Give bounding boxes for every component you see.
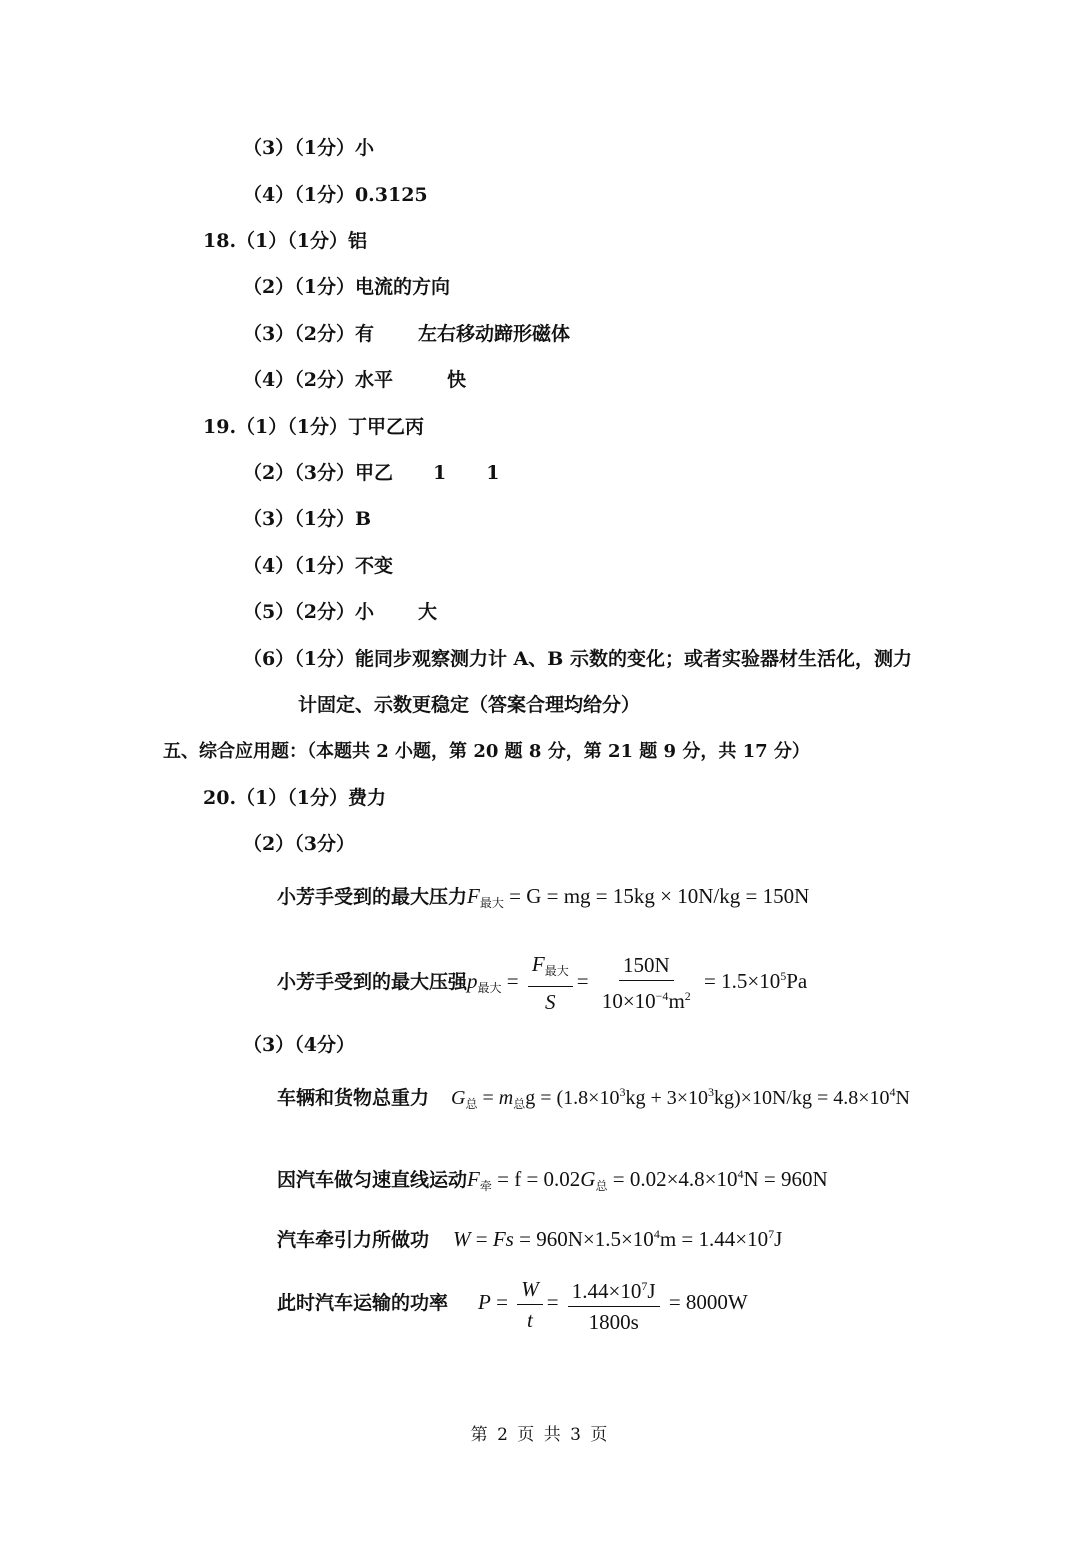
max-force-formula: 小芳手受到的最大压力$F_{最大} = G$ = mg = 15kg × 10N/kg = 150N [277, 884, 810, 910]
answer-19-1: 19.（1）（1分）丁甲乙丙 [203, 416, 424, 438]
pressure-fraction-2: $\frac{150N}{10\times 10^{-4}m^2}$ [601, 953, 691, 1014]
power-formula: 此时汽车运输的功率 P = $\frac{W}{t}$ = $\frac{1.44\times 10^7J}{1800s}$ = 8000W [277, 1272, 748, 1332]
answer-18-2: （2）（1分）电流的方向 [243, 276, 450, 298]
answer-20-3: （3）（4分） [243, 1034, 355, 1056]
answer-19-6-continued: 计固定、示数更稳定（答案合理均给分） [298, 694, 641, 716]
answer-20-1: 20.（1）（1分）费力 [203, 787, 386, 809]
answer-18-4: （4）（2分）水平 快 [243, 369, 466, 391]
answer-17-3: （3）（1分）小 [243, 137, 374, 159]
answer-18-3: （3）（2分）有 左右移动蹄形磁体 [243, 323, 570, 345]
work-formula: 汽车牵引力所做功 $W = Fs = 960N\times 1.5\times 10^4m = 1.44\times 10^7J$ [277, 1227, 783, 1251]
power-fraction-1: $\frac{W}{t}$ [517, 1277, 543, 1332]
max-pressure-formula: 小芳手受到的最大压强$p_{最大}$ = $\frac{F_{最大}}{S}$ = $\frac{150N}{10\times 10^{-4}m^2}$ = $1.5\times 10^5Pa$ [277, 952, 808, 1015]
section-5-heading: 五、综合应用题：（本题共 2 小题，第 20 题 8 分，第 21 题 9 分，共 17 分） [163, 741, 810, 762]
answer-17-4: （4）（1分）0.3125 [243, 184, 428, 206]
total-gravity-formula: 车辆和货物总重力 $G_总 = m_总g = (1.8\times 10^3kg + 3\times 10^3kg)\times 10N/kg = 4.8\times 10^4N$ [277, 1085, 910, 1111]
answer-19-3: （3）（1分）B [243, 508, 371, 530]
answer-19-4: （4）（1分）不变 [243, 555, 393, 577]
answer-19-6: （6）（1分）能同步观察测力计 A、B 示数的变化；或者实验器材生活化，测力 [243, 648, 912, 670]
answer-19-2: （2）（3分）甲乙 1 1 [243, 462, 500, 484]
page-footer: 第 2 页 共 3 页 [470, 1425, 610, 1445]
answer-18-1: 18.（1）（1分）铝 [203, 230, 367, 252]
power-fraction-2: $\frac{1.44\times 10^7J}{1800s}$ [568, 1274, 660, 1334]
pressure-fraction-1: $\frac{F_{最大}}{S}$ [528, 952, 573, 1014]
traction-force-formula: 因汽车做匀速直线运动$F_牵 = f = 0.02G_总 = 0.02\times 4.8\times 10^4N = 960N$ [277, 1167, 828, 1193]
answer-19-5: （5）（2分）小 大 [243, 601, 437, 623]
answer-20-2: （2）（3分） [243, 833, 355, 855]
